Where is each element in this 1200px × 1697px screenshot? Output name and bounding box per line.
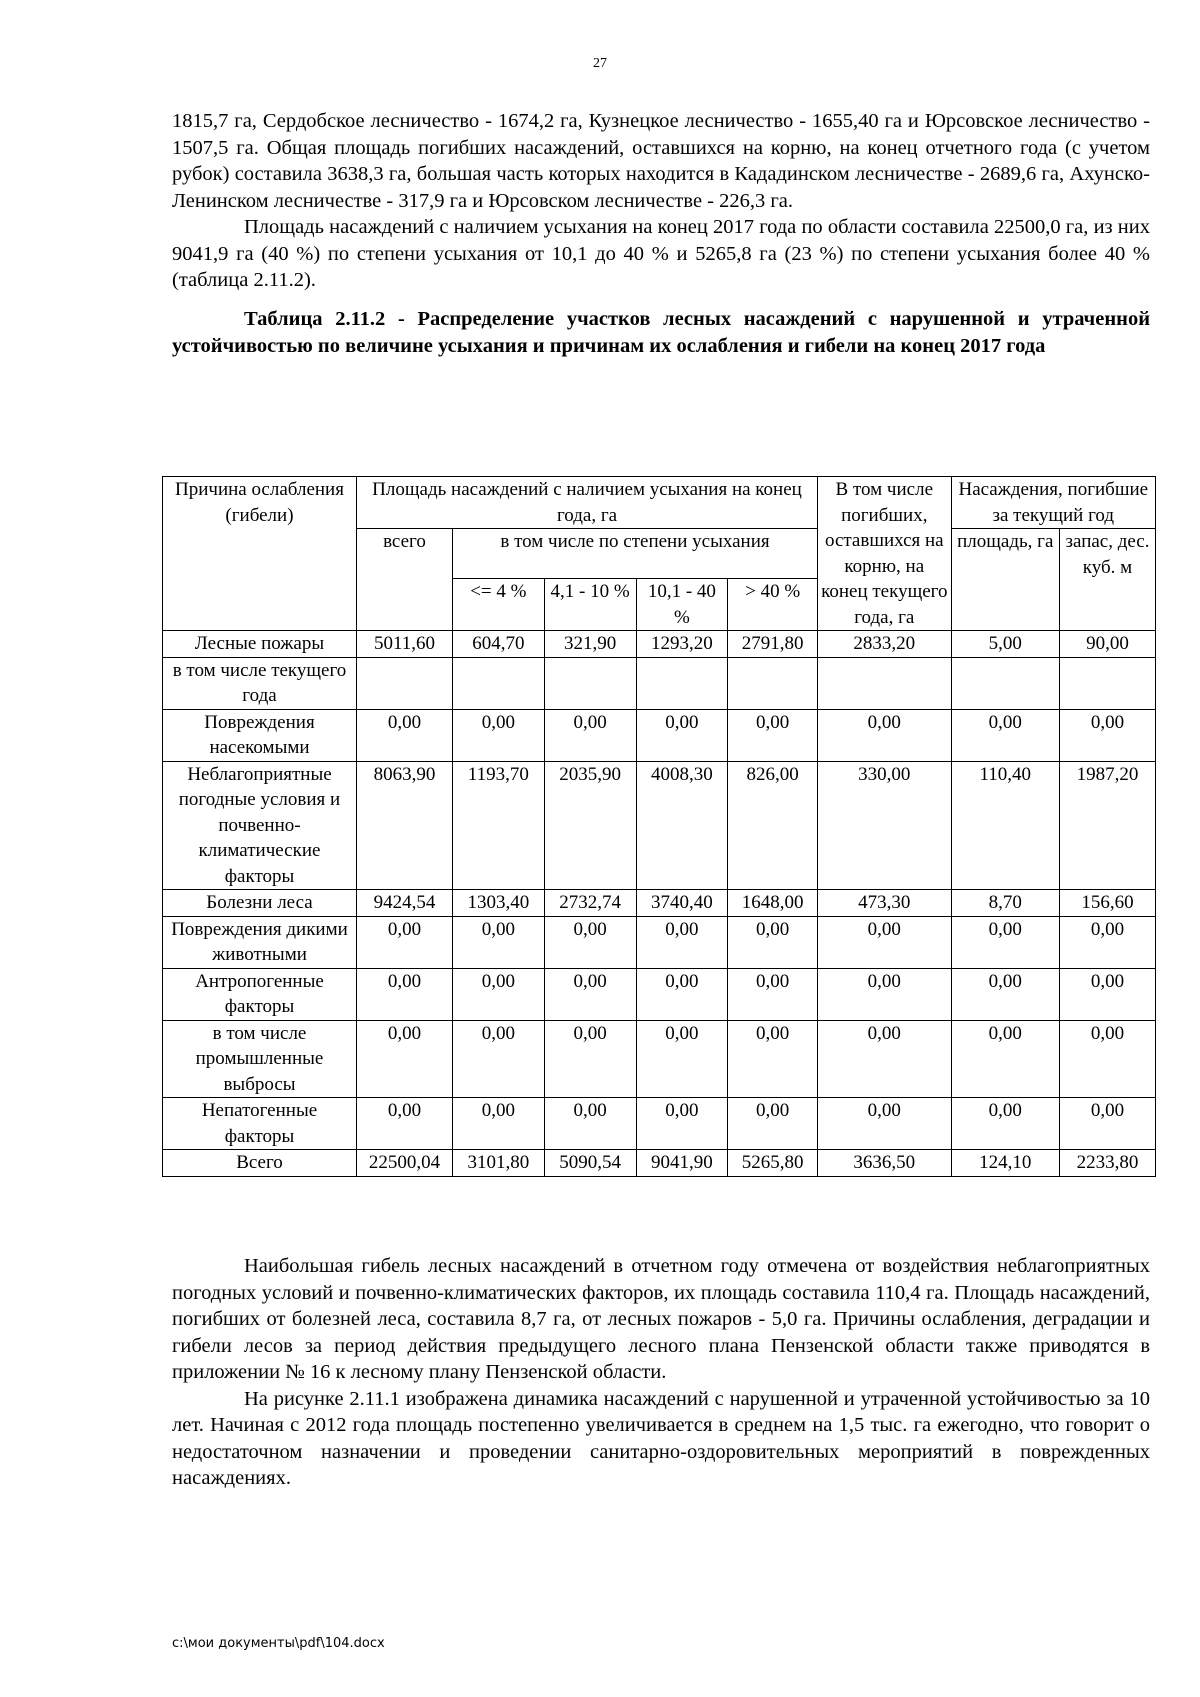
header-total: всего: [356, 529, 452, 631]
cell-cause: в том числе текущего года: [163, 657, 357, 709]
cell-dead-stock: 90,00: [1060, 631, 1156, 658]
cell-cause: Лесные пожары: [163, 631, 357, 658]
cell-degree-4: 0,00: [728, 1098, 818, 1150]
intro-paragraph-1: 1815,7 га, Сердобское лесничество - 1674,2 га, Кузнецкое лесничество - 1655,40 га и Юрсовское лесничество - 1507,5 га. Общая площадь погибших насаждений, оставшихся на корню, на конец отчетного года (с учетом рубок) составила 3638,3 га, большая часть которых находится в Кададинском лесничестве - 2689,6 га, Ахунско-Ленинском лесничестве - 317,9 га и Юрсовском лесничестве - 226,3 га.: [172, 110, 1150, 212]
closing-text: [172, 1253, 1150, 1492]
cell-degree-2: 2732,74: [544, 890, 636, 917]
cell-total: 22500,04: [356, 1150, 452, 1177]
cell-degree-3: 0,00: [636, 916, 728, 968]
table-row: [163, 657, 1156, 709]
cell-degree-3: 0,00: [636, 1098, 728, 1150]
cell-degree-4: 0,00: [728, 709, 818, 761]
table-row: [163, 761, 1156, 890]
closing-paragraph-1: Наибольшая гибель лесных насаждений в отчетном году отмечена от воздействия неблагоприятных погодных условий и почвенно-климатических факторов, их площадь составила 110,4 га. Площадь насаждений, погибших от болезней леса, составила 8,7 га, от лесных пожаров - 5,0 га. Причины ослабления, деградации и гибели лесов за период действия предыдущего лесного плана Пензенской области также приводятся в приложении № 16 к лесному плану Пензенской области.: [172, 1255, 1150, 1383]
footer-file-path: c:\мои документы\pdf\104.docx: [172, 1636, 385, 1651]
cell-degree-1: 604,70: [452, 631, 544, 658]
intro-paragraph-2: Площадь насаждений с наличием усыхания на конец 2017 года по области составила 22500,0 га, из них 9041,9 га (40 %) по степени усыхания от 10,1 до 40 % и 5265,8 га (23 %) по степени усыхания более 40 % (таблица 2.11.2).: [172, 216, 1150, 291]
forest-damage-table: [162, 476, 1156, 1177]
cell-degree-2: 321,90: [544, 631, 636, 658]
cell-dead-area: 110,40: [951, 761, 1059, 890]
cell-degree-2: 5090,54: [544, 1150, 636, 1177]
cell-degree-4: 826,00: [728, 761, 818, 890]
cell-dead-area: 5,00: [951, 631, 1059, 658]
cell-degree-2: 0,00: [544, 1098, 636, 1150]
cell-total: 8063,90: [356, 761, 452, 890]
header-dead-standing: В том числе погибших, оставшихся на корню, на конец текущего года, га: [818, 477, 952, 631]
cell-cause: Непатогенные факторы: [163, 1098, 357, 1150]
cell-total: 0,00: [356, 709, 452, 761]
cell-dead-stock: 2233,80: [1060, 1150, 1156, 1177]
header-area-group: Площадь насаждений с наличием усыхания на конец года, га: [356, 477, 817, 529]
cell-degree-4: 0,00: [728, 1020, 818, 1098]
cell-degree-4: 0,00: [728, 968, 818, 1020]
cell-degree-1: 1303,40: [452, 890, 544, 917]
table-row: [163, 1098, 1156, 1150]
cell-total: 9424,54: [356, 890, 452, 917]
cell-dead-stock: 0,00: [1060, 1020, 1156, 1098]
page-number: 27: [593, 56, 607, 71]
cell-degree-1: 3101,80: [452, 1150, 544, 1177]
cell-dead-standing: 0,00: [818, 968, 952, 1020]
table-row: [163, 709, 1156, 761]
cell-total: 0,00: [356, 1098, 452, 1150]
cell-total: 5011,60: [356, 631, 452, 658]
cell-dead-area: 0,00: [951, 709, 1059, 761]
cell-dead-stock: 156,60: [1060, 890, 1156, 917]
header-cause: Причина ослабления (гибели): [163, 477, 357, 631]
cell-cause: Повреждения дикими животными: [163, 916, 357, 968]
cell-dead-standing: 473,30: [818, 890, 952, 917]
cell-degree-1: 0,00: [452, 1098, 544, 1150]
cell-dead-standing: 3636,50: [818, 1150, 952, 1177]
cell-degree-4: 2791,80: [728, 631, 818, 658]
cell-degree-2: [544, 657, 636, 709]
cell-degree-1: 0,00: [452, 916, 544, 968]
table-row: [163, 1020, 1156, 1098]
cell-dead-area: 8,70: [951, 890, 1059, 917]
cell-total: 0,00: [356, 916, 452, 968]
cell-degree-4: [728, 657, 818, 709]
cell-cause: Болезни леса: [163, 890, 357, 917]
cell-degree-3: 9041,90: [636, 1150, 728, 1177]
cell-degree-3: 0,00: [636, 1020, 728, 1098]
header-degree-2: 4,1 - 10 %: [544, 579, 636, 631]
cell-degree-2: 2035,90: [544, 761, 636, 890]
cell-degree-1: 0,00: [452, 1020, 544, 1098]
cell-dead-stock: 1987,20: [1060, 761, 1156, 890]
cell-dead-stock: 0,00: [1060, 709, 1156, 761]
cell-dead-area: 0,00: [951, 968, 1059, 1020]
header-degree-3: 10,1 - 40 %: [636, 579, 728, 631]
header-degree-4: > 40 %: [728, 579, 818, 631]
table-caption: Таблица 2.11.2 - Распределение участков лесных насаждений с нарушенной и утраченной устойчивостью по величине усыхания и причинам их ослабления и гибели на конец 2017 года: [172, 307, 1150, 357]
cell-cause: Всего: [163, 1150, 357, 1177]
header-degree-1: <= 4 %: [452, 579, 544, 631]
cell-dead-standing: 0,00: [818, 1098, 952, 1150]
cell-dead-standing: [818, 657, 952, 709]
table-row: [163, 916, 1156, 968]
cell-cause: Неблагоприятные погодные условия и почвенно-климатические факторы: [163, 761, 357, 890]
cell-degree-3: 3740,40: [636, 890, 728, 917]
table-row: [163, 631, 1156, 658]
cell-dead-stock: 0,00: [1060, 968, 1156, 1020]
cell-total: [356, 657, 452, 709]
table-row: [163, 890, 1156, 917]
cell-dead-area: [951, 657, 1059, 709]
cell-dead-stock: [1060, 657, 1156, 709]
cell-dead-standing: 0,00: [818, 709, 952, 761]
cell-dead-standing: 0,00: [818, 916, 952, 968]
cell-dead-stock: 0,00: [1060, 1098, 1156, 1150]
cell-degree-2: 0,00: [544, 1020, 636, 1098]
cell-dead-area: 0,00: [951, 1098, 1059, 1150]
header-dead-area: площадь, га: [951, 529, 1059, 631]
cell-degree-3: 0,00: [636, 709, 728, 761]
cell-degree-1: 0,00: [452, 709, 544, 761]
cell-degree-1: 0,00: [452, 968, 544, 1020]
cell-degree-3: 0,00: [636, 968, 728, 1020]
cell-degree-4: 1648,00: [728, 890, 818, 917]
header-degree-group: в том числе по степени усыхания: [452, 529, 817, 579]
cell-degree-3: 4008,30: [636, 761, 728, 890]
header-dead-year-group: Насаждения, погибшие за текущий год: [951, 477, 1155, 529]
cell-degree-3: 1293,20: [636, 631, 728, 658]
cell-dead-standing: 0,00: [818, 1020, 952, 1098]
cell-degree-3: [636, 657, 728, 709]
cell-degree-4: 5265,80: [728, 1150, 818, 1177]
header-dead-stock: запас, дес. куб. м: [1060, 529, 1156, 631]
closing-paragraph-2: На рисунке 2.11.1 изображена динамика насаждений с нарушенной и утраченной устойчивостью за 10 лет. Начиная с 2012 года площадь постепенно увеличивается в среднем на 1,5 тыс. га ежегодно, что говорит о недостаточном назначении и проведении санитарно-оздоровительных мероприятий в поврежденных насаждениях.: [172, 1387, 1150, 1489]
intro-text: [172, 108, 1150, 360]
cell-degree-1: 1193,70: [452, 761, 544, 890]
cell-cause: Повреждения насекомыми: [163, 709, 357, 761]
table-row: [163, 968, 1156, 1020]
cell-degree-2: 0,00: [544, 916, 636, 968]
cell-degree-1: [452, 657, 544, 709]
cell-cause: Антропогенные факторы: [163, 968, 357, 1020]
cell-degree-2: 0,00: [544, 968, 636, 1020]
cell-dead-standing: 2833,20: [818, 631, 952, 658]
table-row-total: [163, 1150, 1156, 1177]
cell-dead-standing: 330,00: [818, 761, 952, 890]
cell-degree-2: 0,00: [544, 709, 636, 761]
cell-dead-area: 124,10: [951, 1150, 1059, 1177]
cell-degree-4: 0,00: [728, 916, 818, 968]
cell-dead-area: 0,00: [951, 916, 1059, 968]
cell-total: 0,00: [356, 968, 452, 1020]
cell-dead-area: 0,00: [951, 1020, 1059, 1098]
cell-total: 0,00: [356, 1020, 452, 1098]
cell-dead-stock: 0,00: [1060, 916, 1156, 968]
cell-cause: в том числе промышленные выбросы: [163, 1020, 357, 1098]
